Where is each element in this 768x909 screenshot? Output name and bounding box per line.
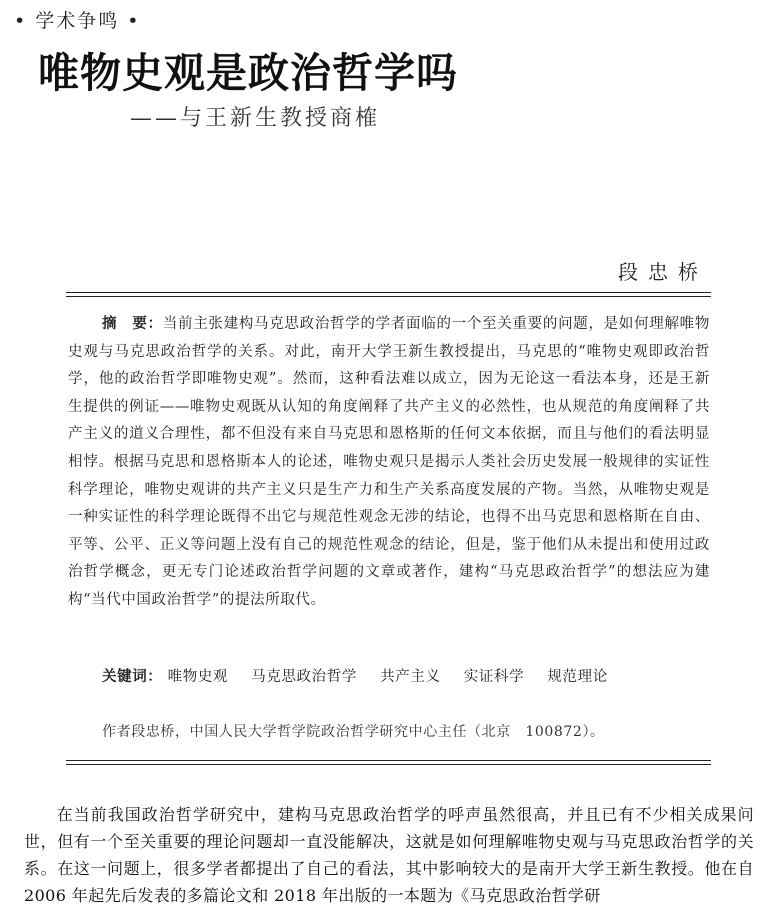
keyword-item: 马克思政治哲学 bbox=[251, 669, 357, 685]
abstract-top-rule bbox=[66, 292, 711, 293]
abstract-top-rule-thin bbox=[66, 296, 711, 297]
keywords-block bbox=[102, 665, 626, 686]
keyword-item: 共产主义 bbox=[380, 669, 441, 685]
keyword-item: 唯物史观 bbox=[167, 669, 229, 685]
article-subtitle: ——与王新生教授商榷 bbox=[130, 106, 381, 131]
keyword-item: 规范理论 bbox=[547, 669, 608, 685]
abstract-text: 当前主张建构马克思政治哲学的学者面临的一个至关重要的问题，是如何理解唯物史观与马克思政治哲学的关系。对此，南开大学王新生教授提出，马克思的“唯物史观即政治哲学，他的政治哲学即唯物史观”。然而，这种看法难以成立，因为无论这一看法本身，还是王新生提供的例证——唯物史观既从认知的角度阐释了共产主义的必然性，也从规范的角度阐释了共产主义的道义合理性，都不但没有来自马克思和恩格斯的任何文本依据，而且与他们的看法明显相悖。根据马克思和恩格斯本人的论述，唯物史观只是揭示人类社会历史发展一般规律的实证性科学理论，唯物史观讲的共产主义只是生产力和生产关系高度发展的产物。当然，从唯物史观是一种实证性的科学理论既得不出它与规范性观念无涉的结论，也得不出马克思和恩格斯在自由、平等、公平、正义等问题上没有自己的规范性观念的结论，但是，鉴于他们从未提出和使用过政治哲学概念，更无专门论述政治哲学问题的文章或著作，建构“马克思政治哲学”的想法应为建构“当代中国政治哲学”的提法所取代。 bbox=[68, 316, 710, 608]
body-paragraph bbox=[24, 801, 754, 909]
abstract-bottom-rule-thin bbox=[66, 760, 711, 761]
keywords-label: 关键词： bbox=[102, 669, 163, 685]
column-tag: • 学术争鸣 • bbox=[14, 10, 141, 32]
article-title: 唯物史观是政治哲学吗 bbox=[38, 49, 458, 97]
keyword-item: 实证科学 bbox=[463, 669, 525, 685]
abstract-label: 摘 要： bbox=[102, 316, 163, 332]
body-paragraph-text: 在当前我国政治哲学研究中，建构马克思政治哲学的呼声虽然很高，并且已有不少相关成果问世，但有一个至关重要的理论问题却一直没能解决，这就是如何理解唯物史观与马克思政治哲学的关系。在这一问题上，很多学者都提出了自己的看法，其中影响较大的是南开大学王新生教授。他在自 2006 年起先后发表的多篇论文和 2018 年出版的一本题为《马克思政治哲学研 bbox=[24, 805, 754, 905]
abstract-block bbox=[68, 311, 710, 615]
author-note: 作者段忠桥，中国人民大学哲学院政治哲学研究中心主任（北京 100872）。 bbox=[102, 724, 605, 740]
abstract-bottom-rule bbox=[66, 764, 711, 765]
author-name: 段忠桥 bbox=[618, 260, 708, 284]
